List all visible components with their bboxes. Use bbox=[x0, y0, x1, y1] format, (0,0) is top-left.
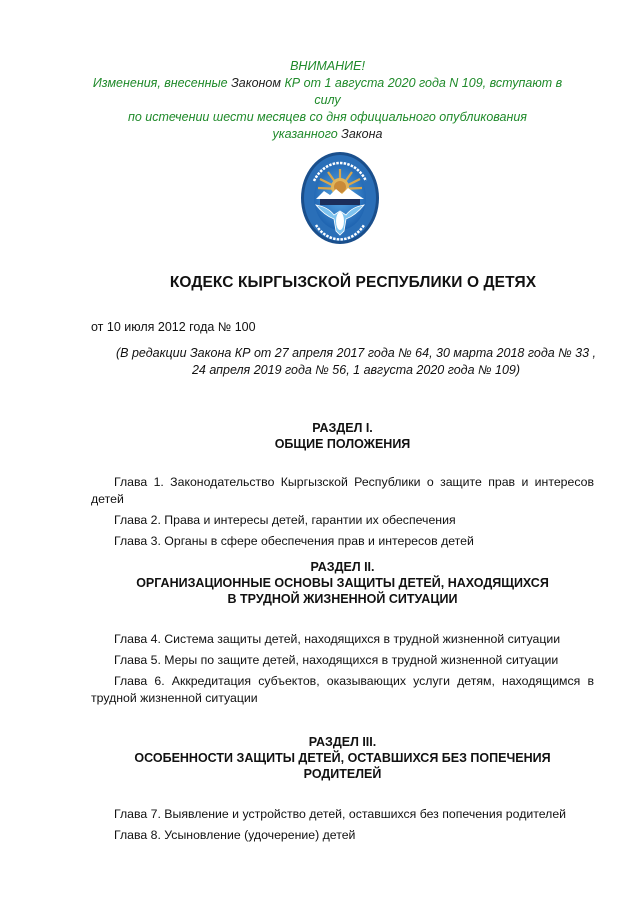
section-heading bbox=[91, 559, 594, 607]
chapter-6-link[interactable]: Глава 6. Аккредитация субъектов, оказывающих услуги детям, находящимся в трудной жизненной ситуации bbox=[91, 674, 594, 705]
edition-note: (В редакции Закона КР от 27 апреля 2017 года № 64, 30 марта 2018 года № 33 , 24 апреля 2019 года № 56, 1 августа 2020 года № 109) bbox=[115, 346, 597, 377]
section-number: РАЗДЕЛ III. bbox=[308, 735, 377, 749]
section-heading bbox=[91, 734, 594, 782]
notice-line-2: по истечении шести месяцев со дня официального опубликования bbox=[128, 110, 527, 124]
notice-text: Изменения, внесенные bbox=[92, 76, 232, 90]
document-title: КОДЕКС КЫРГЫЗСКОЙ РЕСПУБЛИКИ О ДЕТЯХ bbox=[169, 274, 537, 291]
section-title: В ТРУДНОЙ ЖИЗНЕННОЙ СИТУАЦИИ bbox=[227, 592, 458, 606]
chapter-1-link[interactable]: Глава 1. Законодательство Кыргызской Республики о защите прав и интересов детей bbox=[91, 475, 594, 506]
chapter-link[interactable] bbox=[91, 631, 594, 648]
chapter-5-link[interactable]: Глава 5. Меры по защите детей, находящихся в трудной жизненной ситуации bbox=[114, 653, 559, 667]
law-link[interactable]: Законом bbox=[231, 76, 281, 90]
section-number: РАЗДЕЛ I. bbox=[312, 421, 373, 435]
chapter-2-link[interactable]: Глава 2. Права и интересы детей, гарантии их обеспечения bbox=[114, 513, 456, 527]
chapter-3-link[interactable]: Глава 3. Органы в сфере обеспечения прав и интересов детей bbox=[114, 534, 474, 548]
notice-text: указанного bbox=[272, 127, 342, 141]
law-link[interactable]: Закона bbox=[341, 127, 383, 141]
coat-of-arms-icon bbox=[300, 151, 380, 245]
section-title: РОДИТЕЛЕЙ bbox=[303, 767, 382, 781]
chapter-link[interactable] bbox=[91, 827, 594, 844]
section-title: ОСОБЕННОСТИ ЗАЩИТЫ ДЕТЕЙ, ОСТАВШИХСЯ БЕЗ ПОПЕЧЕНИЯ bbox=[134, 751, 551, 765]
notice-line-1 bbox=[90, 75, 565, 109]
section-heading bbox=[91, 420, 594, 452]
section-title: ОРГАНИЗАЦИОННЫЕ ОСНОВЫ ЗАЩИТЫ ДЕТЕЙ, НАХОДЯЩИХСЯ bbox=[136, 576, 549, 590]
section-title: ОБЩИЕ ПОЛОЖЕНИЯ bbox=[274, 437, 411, 451]
chapter-4-link[interactable]: Глава 4. Система защиты детей, находящихся в трудной жизненной ситуации bbox=[114, 632, 561, 646]
amendment-notice bbox=[90, 58, 565, 143]
chapter-7-link[interactable]: Глава 7. Выявление и устройство детей, оставшихся без попечения родителей bbox=[114, 807, 567, 821]
document-date: от 10 июля 2012 года № 100 bbox=[91, 320, 256, 334]
chapter-link[interactable] bbox=[91, 474, 594, 508]
section-number: РАЗДЕЛ II. bbox=[310, 560, 375, 574]
chapter-8-link[interactable]: Глава 8. Усыновление (удочерение) детей bbox=[114, 828, 356, 842]
notice-line-3 bbox=[90, 126, 565, 143]
chapter-link[interactable] bbox=[91, 533, 594, 550]
notice-heading: ВНИМАНИЕ! bbox=[290, 59, 365, 73]
chapter-link[interactable] bbox=[91, 652, 594, 669]
chapter-link[interactable] bbox=[91, 512, 594, 529]
chapter-link[interactable] bbox=[91, 673, 594, 707]
notice-text: КР от 1 августа 2020 года N 109, вступают в силу bbox=[280, 76, 563, 107]
chapter-link[interactable] bbox=[91, 806, 594, 823]
